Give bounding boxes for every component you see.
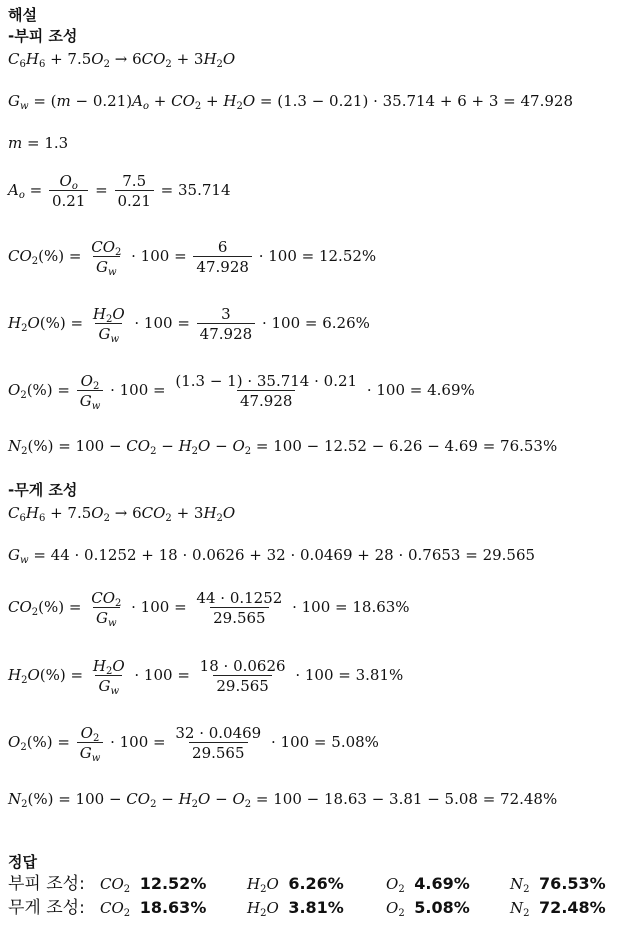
answer-weight-label: 무게 조성: — [8, 898, 85, 918]
volume-co2-equation: $CO_2(\%)$ = $\frac{CO_2}{G_w}$ · 100 = $\frac{6}{47.928}$ · 100 = 12.52% — [8, 238, 377, 278]
volume-section-title: -부피 조성 — [8, 27, 78, 45]
answer-weight-co2: $CO_2$ 18.63% — [100, 898, 207, 919]
weight-reaction-equation: $C_6H_6 + 7.5O_2 \to 6CO_2 + 3H_2O$ — [8, 504, 236, 524]
volume-reaction-equation: $C_6H_6 + 7.5O_2 \to 6CO_2 + 3H_2O$ — [8, 50, 236, 70]
answer-volume-label: 부피 조성: — [8, 874, 85, 894]
answer-volume-row — [8, 875, 85, 893]
weight-h2o-equation: $H_2O(\%)$ = $\frac{H_2O}{G_w}$ · 100 = $\frac{18 \cdot 0.0626}{29.565}$ · 100 = 3.81% — [8, 657, 404, 697]
ao-equation: $A_o$ = $\frac{O_o}{0.21}$ = $\frac{7.5}{0.21}$ = 35.714 — [8, 172, 231, 210]
volume-n2-equation: $N_2(\%) = 100 - CO_2 - H_2O - O_2 = 100 - 12.52 - 6.26 - 4.69 = 76.53\%$ — [8, 437, 558, 457]
answer-weight-n2: $N_2$ 72.48% — [510, 898, 606, 919]
m-value-equation: m = 1.3 — [8, 134, 69, 152]
weight-section-title: -무게 조성 — [8, 481, 78, 499]
volume-o2-equation: $O_2(\%)$ = $\frac{O_2}{G_w}$ · 100 = $\frac{(1.3 - 1) \cdot 35.714 \cdot 0.21}{47.928}$ · 100 = 4.69% — [8, 372, 475, 412]
answer-weight-row — [8, 899, 85, 917]
weight-gw-equation: $G_w = 44 \cdot 0.1252 + 18 \cdot 0.0626 + 32 \cdot 0.0469 + 28 \cdot 0.7653 = 29.565$ — [8, 546, 536, 566]
answer-heading: 정답 — [8, 853, 37, 871]
answer-weight-o2: $O_2$ 5.08% — [386, 898, 470, 919]
weight-o2-equation: $O_2(\%)$ = $\frac{O_2}{G_w}$ · 100 = $\frac{32 \cdot 0.0469}{29.565}$ · 100 = 5.08% — [8, 724, 379, 764]
volume-h2o-equation: $H_2O(\%)$ = $\frac{H_2O}{G_w}$ · 100 = $\frac{3}{47.928}$ · 100 = 6.26% — [8, 305, 370, 345]
answer-volume-o2: $O_2$ 4.69% — [386, 874, 470, 895]
answer-volume-h2o: $H_2O$ 6.26% — [247, 874, 344, 895]
solution-heading: 해설 — [8, 6, 37, 24]
volume-gw-equation: $G_w = (m - 0.21)A_o + CO_2 + H_2O = (1.3 - 0.21) \cdot 35.714 + 6 + 3 = 47.928$ — [8, 92, 573, 112]
weight-n2-equation: $N_2(\%) = 100 - CO_2 - H_2O - O_2 = 100 - 18.63 - 3.81 - 5.08 = 72.48\%$ — [8, 790, 558, 810]
answer-volume-n2: $N_2$ 76.53% — [510, 874, 606, 895]
answer-weight-h2o: $H_2O$ 3.81% — [247, 898, 344, 919]
weight-co2-equation: $CO_2(\%)$ = $\frac{CO_2}{G_w}$ · 100 = $\frac{44 \cdot 0.1252}{29.565}$ · 100 = 18.63% — [8, 589, 410, 629]
answer-volume-co2: $CO_2$ 12.52% — [100, 874, 207, 895]
